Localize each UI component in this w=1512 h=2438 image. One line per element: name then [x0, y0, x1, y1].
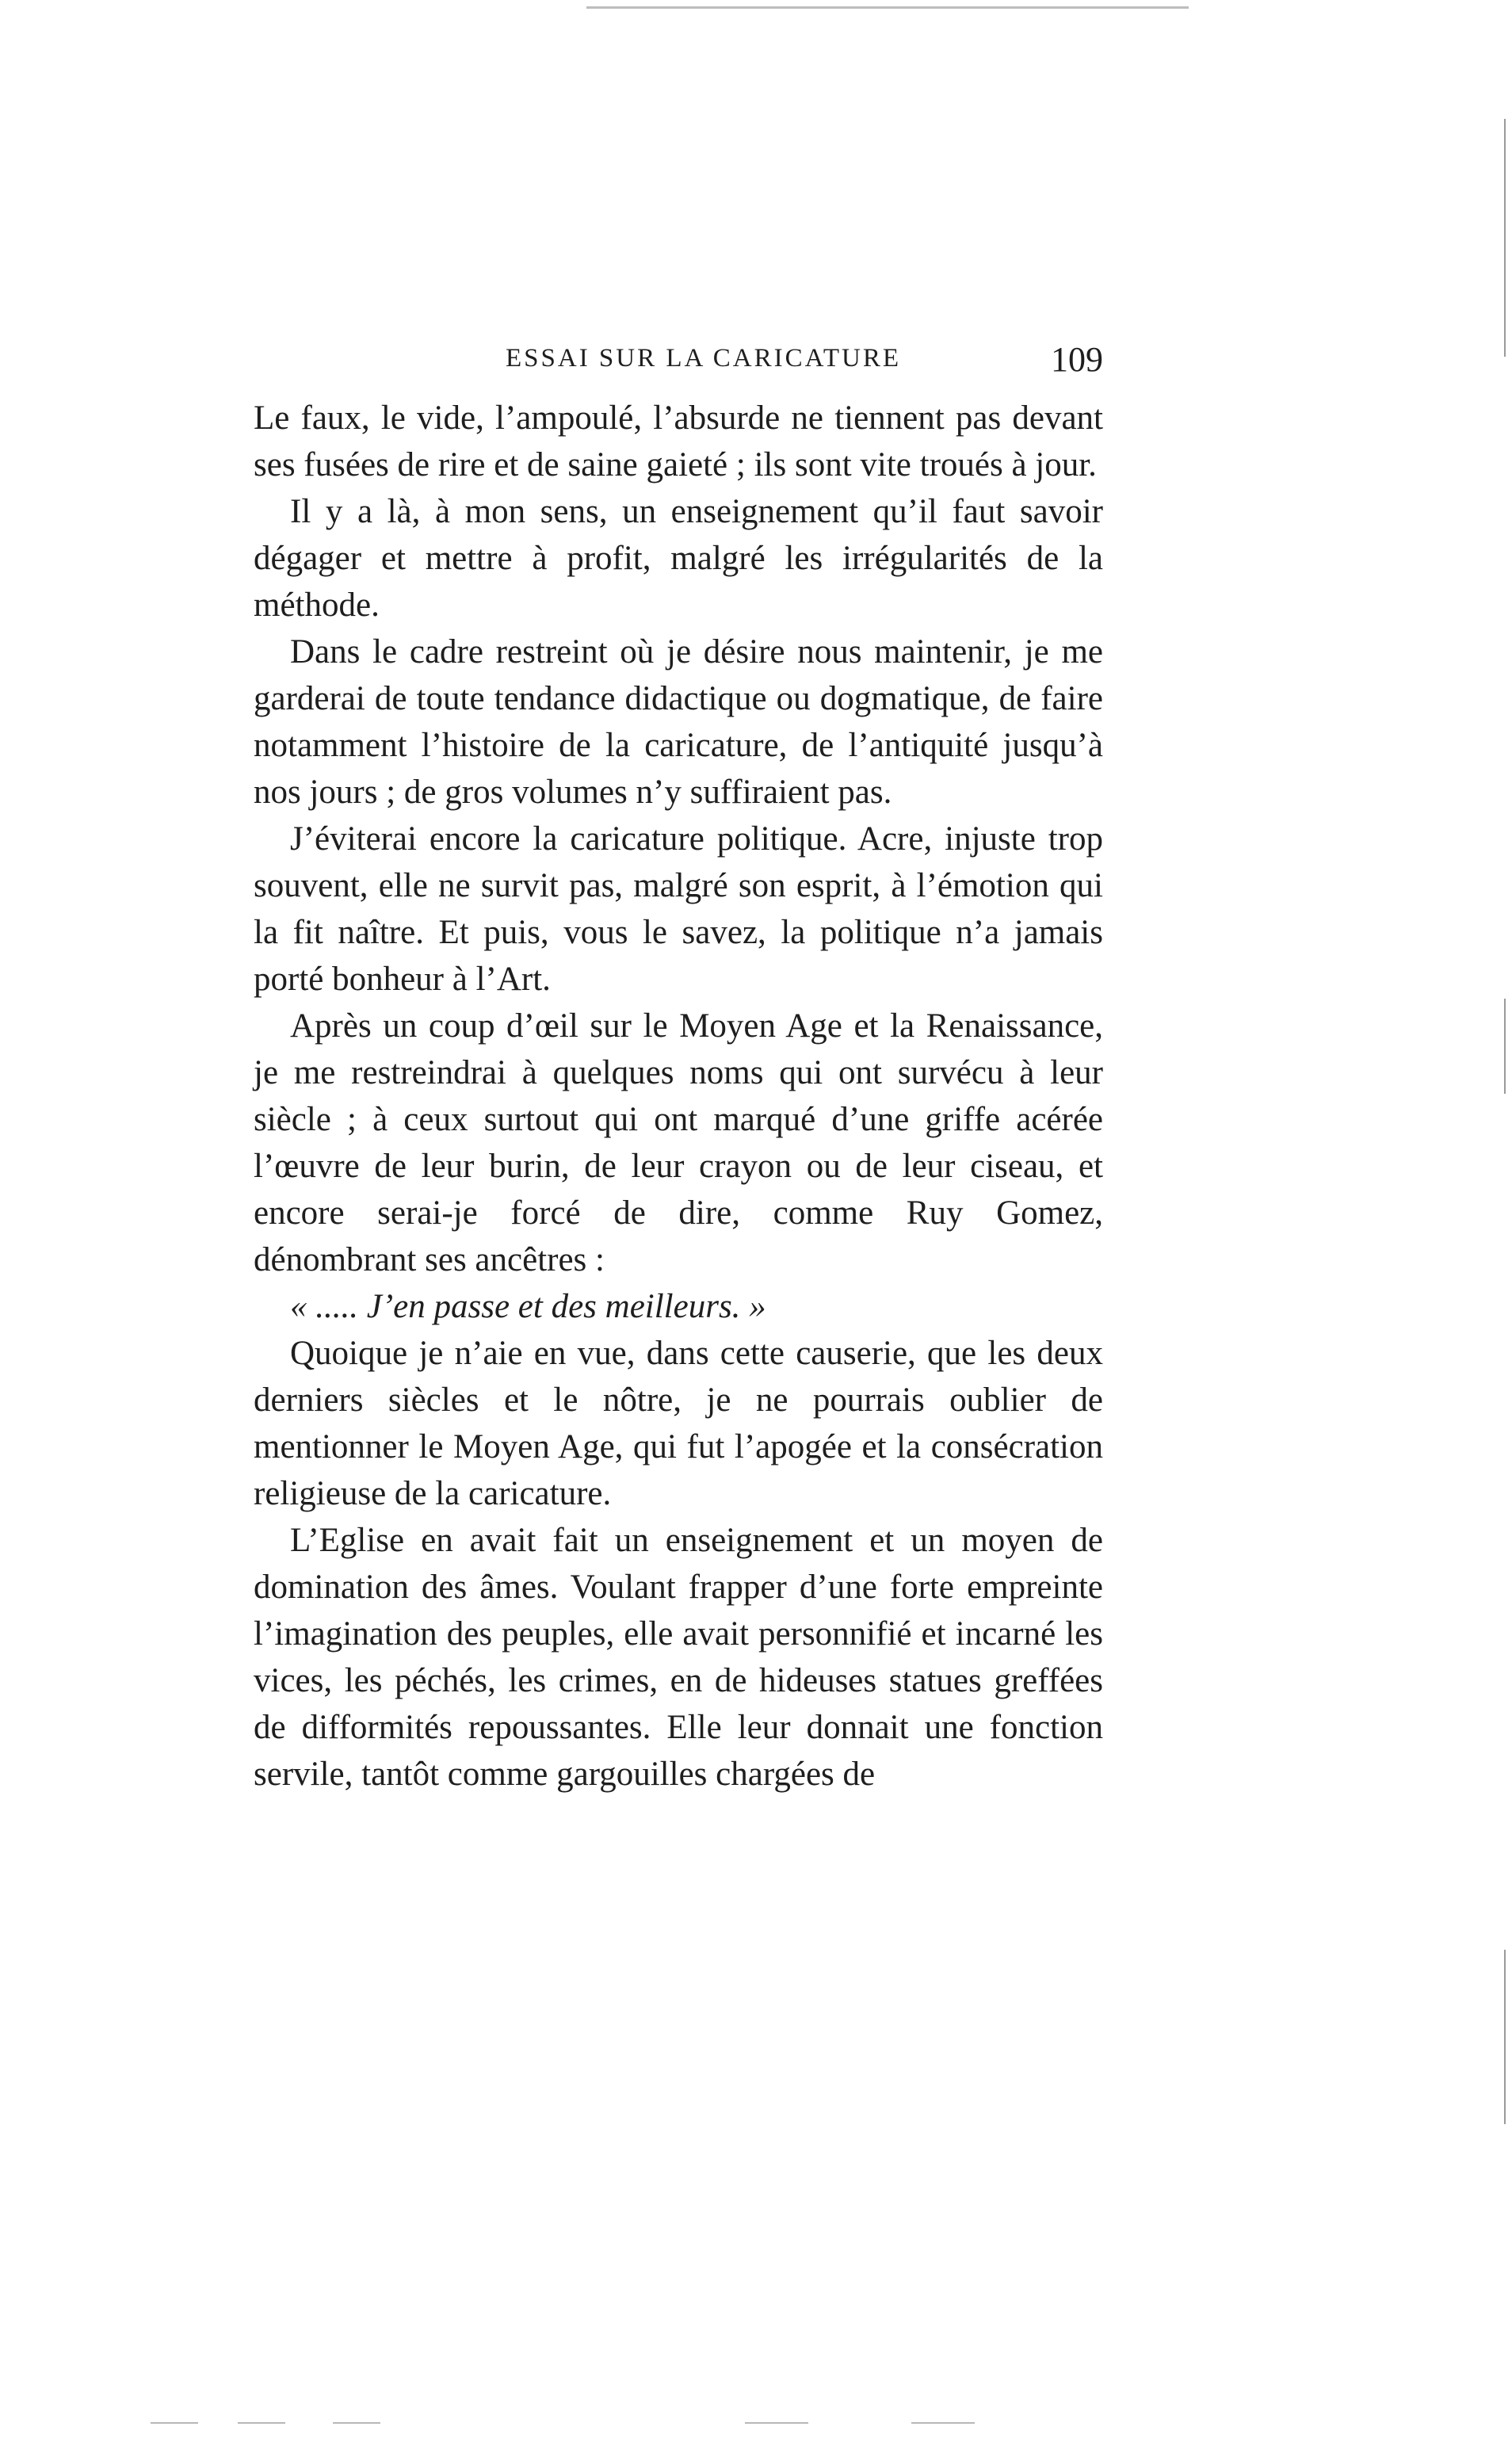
- verse-quotation: « ..... J’en passe et des meilleurs. »: [290, 1288, 766, 1325]
- scan-right-edge-mark: [1504, 999, 1506, 1094]
- scan-bottom-mark: [238, 2422, 285, 2424]
- scan-right-edge-mark: [1504, 119, 1506, 357]
- scan-bottom-mark: [151, 2422, 198, 2424]
- paragraph: Il y a là, à mon sens, un enseignement qu’il faut savoir dégager et mettre à profit, malgré les irrégularités de la méthode.: [254, 493, 1103, 624]
- paragraph: Quoique je n’aie en vue, dans cette causerie, que les deux derniers siècles et le nôtre, je ne pourrais oublier de mentionner le Moyen Age, qui fut l’apogée et la consécration religieuse de la caricature.: [254, 1335, 1103, 1512]
- paragraph: Le faux, le vide, l’ampoulé, l’absurde ne tiennent pas devant ses fusées de rire et de saine gaieté ; ils sont vite troués à jour.: [254, 399, 1103, 483]
- running-head: [254, 339, 1103, 395]
- page-number: 109: [1051, 340, 1103, 379]
- scan-bottom-mark: [333, 2422, 380, 2424]
- paragraph: L’Eglise en avait fait un enseignement et un moyen de domination des âmes. Voulant frapper d’une forte empreinte l’imagination des peuples, elle avait personnifié et incarné les vices, les péchés, les crimes, en de hideuses statues greffées de difformités repoussantes. Elle leur donnait une fonction servile, tantôt comme gargouilles chargées de: [254, 1522, 1103, 1793]
- paragraph: Dans le cadre restreint où je désire nous maintenir, je me garderai de toute tendance didactique ou dogmatique, de faire notamment l’histoire de la caricature, de l’antiquité jusqu’à nos jours ; de gros volumes n’y suffiraient pas.: [254, 633, 1103, 811]
- running-title: ESSAI SUR LA CARICATURE: [506, 344, 901, 373]
- scan-right-edge-mark: [1504, 1950, 1506, 2124]
- scan-bottom-mark: [911, 2422, 975, 2424]
- body-text: [254, 395, 1103, 1798]
- scan-top-rule: [586, 6, 1189, 9]
- book-page: [254, 339, 1103, 1798]
- paragraph: J’éviterai encore la caricature politique. Acre, injuste trop souvent, elle ne survit pas, malgré son esprit, à l’émotion qui la fit naître. Et puis, vous le savez, la politique n’a jamais porté bonheur à l’Art.: [254, 820, 1103, 998]
- scan-bottom-mark: [745, 2422, 808, 2424]
- paragraph: Après un coup d’œil sur le Moyen Age et la Renaissance, je me restreindrai à quelques noms qui ont survécu à leur siècle ; à ceux surtout qui ont marqué d’une griffe acérée l’œuvre de leur burin, de leur crayon ou de leur ciseau, et encore serai-je forcé de dire, comme Ruy Gomez, dénombrant ses ancêtres :: [254, 1007, 1103, 1278]
